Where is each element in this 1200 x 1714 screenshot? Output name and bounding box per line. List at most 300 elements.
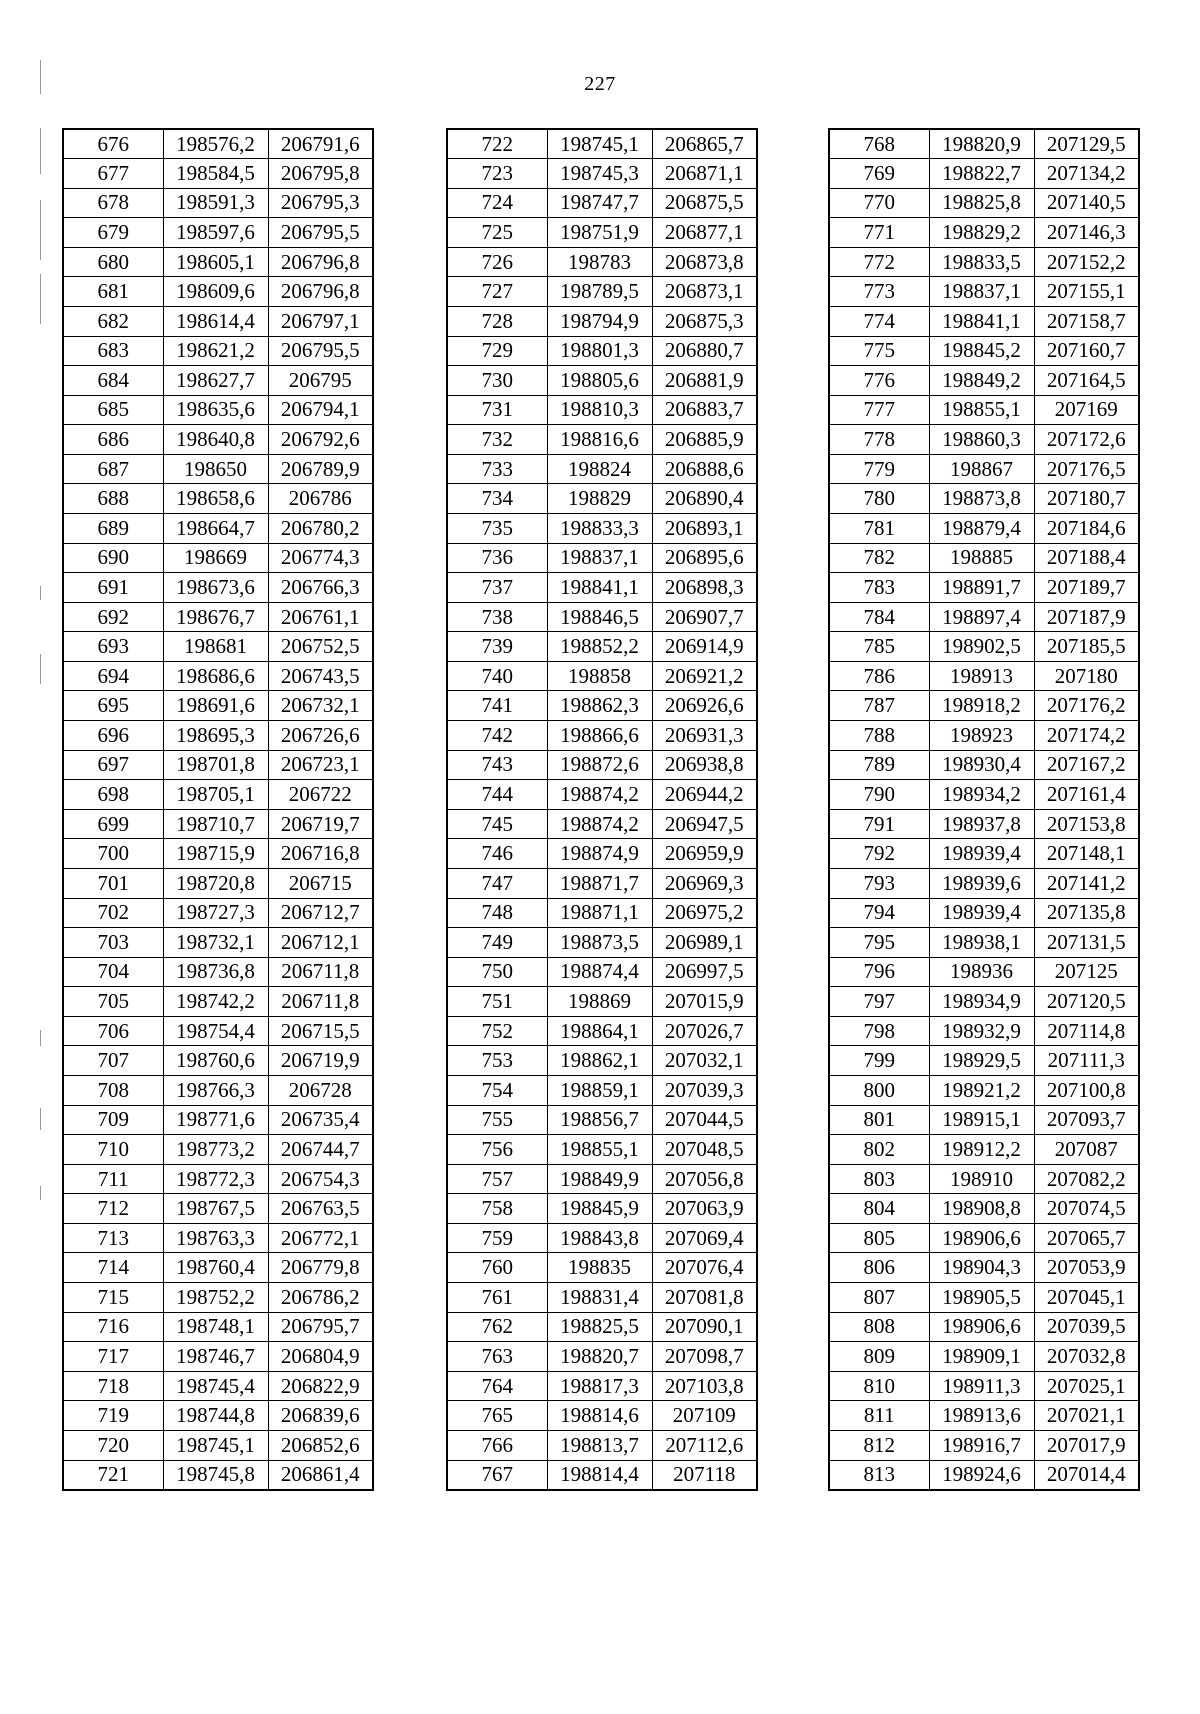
point-number-cell: 781 — [829, 514, 929, 544]
x-coordinate-cell: 198686,6 — [163, 661, 268, 691]
x-coordinate-cell: 198744,8 — [163, 1401, 268, 1431]
point-number-cell: 676 — [63, 129, 163, 159]
y-coordinate-cell: 206726,6 — [268, 721, 373, 751]
y-coordinate-cell: 207176,2 — [1034, 691, 1139, 721]
x-coordinate-cell: 198833,3 — [547, 514, 652, 544]
table-row — [447, 1105, 757, 1135]
y-coordinate-cell: 206822,9 — [268, 1371, 373, 1401]
x-coordinate-cell: 198742,2 — [163, 987, 268, 1017]
x-coordinate-cell: 198760,6 — [163, 1046, 268, 1076]
y-coordinate-cell: 207039,5 — [1034, 1312, 1139, 1342]
point-number-cell: 791 — [829, 809, 929, 839]
x-coordinate-cell: 198874,2 — [547, 809, 652, 839]
scan-mark — [40, 128, 41, 174]
point-number-cell: 794 — [829, 898, 929, 928]
x-coordinate-cell: 198829,2 — [929, 218, 1034, 248]
table-row — [63, 1312, 373, 1342]
table-row — [63, 425, 373, 455]
point-number-cell: 796 — [829, 957, 929, 987]
y-coordinate-cell: 206947,5 — [652, 809, 757, 839]
point-number-cell: 787 — [829, 691, 929, 721]
table-row — [829, 868, 1139, 898]
y-coordinate-cell: 207129,5 — [1034, 129, 1139, 159]
x-coordinate-cell: 198676,7 — [163, 602, 268, 632]
point-number-cell: 735 — [447, 514, 547, 544]
point-number-cell: 703 — [63, 928, 163, 958]
table-row — [829, 839, 1139, 869]
point-number-cell: 745 — [447, 809, 547, 839]
table-row — [447, 661, 757, 691]
table-row — [63, 1460, 373, 1490]
y-coordinate-cell: 206744,7 — [268, 1135, 373, 1165]
point-number-cell: 680 — [63, 247, 163, 277]
y-coordinate-cell: 207065,7 — [1034, 1223, 1139, 1253]
coordinate-table-1 — [62, 128, 374, 1491]
x-coordinate-cell: 198814,4 — [547, 1460, 652, 1490]
table-row — [447, 1401, 757, 1431]
table-row — [63, 336, 373, 366]
point-number-cell: 695 — [63, 691, 163, 721]
point-number-cell: 723 — [447, 159, 547, 189]
x-coordinate-cell: 198924,6 — [929, 1460, 1034, 1490]
table-row — [829, 691, 1139, 721]
y-coordinate-cell: 206786 — [268, 484, 373, 514]
x-coordinate-cell: 198720,8 — [163, 868, 268, 898]
y-coordinate-cell: 207069,4 — [652, 1223, 757, 1253]
point-number-cell: 795 — [829, 928, 929, 958]
point-number-cell: 782 — [829, 543, 929, 573]
table-row — [63, 247, 373, 277]
x-coordinate-cell: 198681 — [163, 632, 268, 662]
x-coordinate-cell: 198873,8 — [929, 484, 1034, 514]
x-coordinate-cell: 198695,3 — [163, 721, 268, 751]
y-coordinate-cell: 206780,2 — [268, 514, 373, 544]
table-row — [447, 1076, 757, 1106]
x-coordinate-cell: 198732,1 — [163, 928, 268, 958]
x-coordinate-cell: 198909,1 — [929, 1342, 1034, 1372]
table-row — [829, 1371, 1139, 1401]
coordinate-table-3 — [828, 128, 1140, 1491]
x-coordinate-cell: 198904,3 — [929, 1253, 1034, 1283]
table-row — [829, 1430, 1139, 1460]
table-row — [829, 425, 1139, 455]
point-number-cell: 775 — [829, 336, 929, 366]
y-coordinate-cell: 206796,8 — [268, 247, 373, 277]
table-row — [829, 1283, 1139, 1313]
y-coordinate-cell: 206997,5 — [652, 957, 757, 987]
point-number-cell: 769 — [829, 159, 929, 189]
table-row — [829, 306, 1139, 336]
y-coordinate-cell: 206839,6 — [268, 1401, 373, 1431]
table-row — [829, 159, 1139, 189]
y-coordinate-cell: 207131,5 — [1034, 928, 1139, 958]
y-coordinate-cell: 207076,4 — [652, 1253, 757, 1283]
x-coordinate-cell: 198752,2 — [163, 1283, 268, 1313]
x-coordinate-cell: 198867 — [929, 454, 1034, 484]
y-coordinate-cell: 207152,2 — [1034, 247, 1139, 277]
table-row — [829, 1046, 1139, 1076]
x-coordinate-cell: 198794,9 — [547, 306, 652, 336]
y-coordinate-cell: 206712,7 — [268, 898, 373, 928]
point-number-cell: 778 — [829, 425, 929, 455]
table-row — [829, 1164, 1139, 1194]
table-row — [63, 1253, 373, 1283]
x-coordinate-cell: 198879,4 — [929, 514, 1034, 544]
y-coordinate-cell: 207146,3 — [1034, 218, 1139, 248]
x-coordinate-cell: 198833,5 — [929, 247, 1034, 277]
table-row — [829, 1194, 1139, 1224]
y-coordinate-cell: 206792,6 — [268, 425, 373, 455]
table-row — [829, 661, 1139, 691]
y-coordinate-cell: 207074,5 — [1034, 1194, 1139, 1224]
point-number-cell: 741 — [447, 691, 547, 721]
x-coordinate-cell: 198814,6 — [547, 1401, 652, 1431]
x-coordinate-cell: 198767,5 — [163, 1194, 268, 1224]
point-number-cell: 809 — [829, 1342, 929, 1372]
y-coordinate-cell: 207111,3 — [1034, 1046, 1139, 1076]
table-row — [447, 514, 757, 544]
x-coordinate-cell: 198816,6 — [547, 425, 652, 455]
point-number-cell: 788 — [829, 721, 929, 751]
x-coordinate-cell: 198584,5 — [163, 159, 268, 189]
y-coordinate-cell: 206888,6 — [652, 454, 757, 484]
y-coordinate-cell: 207160,7 — [1034, 336, 1139, 366]
point-number-cell: 726 — [447, 247, 547, 277]
table-row — [447, 1430, 757, 1460]
x-coordinate-cell: 198789,5 — [547, 277, 652, 307]
table-row — [447, 632, 757, 662]
scan-mark — [40, 1030, 41, 1046]
point-number-cell: 751 — [447, 987, 547, 1017]
point-number-cell: 691 — [63, 573, 163, 603]
y-coordinate-cell: 206804,9 — [268, 1342, 373, 1372]
y-coordinate-cell: 207100,8 — [1034, 1076, 1139, 1106]
point-number-cell: 789 — [829, 750, 929, 780]
x-coordinate-cell: 198621,2 — [163, 336, 268, 366]
table-row — [829, 1135, 1139, 1165]
x-coordinate-cell: 198846,5 — [547, 602, 652, 632]
point-number-cell: 732 — [447, 425, 547, 455]
point-number-cell: 740 — [447, 661, 547, 691]
x-coordinate-cell: 198923 — [929, 721, 1034, 751]
x-coordinate-cell: 198938,1 — [929, 928, 1034, 958]
y-coordinate-cell: 206763,5 — [268, 1194, 373, 1224]
y-coordinate-cell: 207032,8 — [1034, 1342, 1139, 1372]
table-row — [829, 957, 1139, 987]
table-row — [63, 484, 373, 514]
y-coordinate-cell: 207189,7 — [1034, 573, 1139, 603]
point-number-cell: 681 — [63, 277, 163, 307]
table-row — [63, 750, 373, 780]
point-number-cell: 707 — [63, 1046, 163, 1076]
point-number-cell: 709 — [63, 1105, 163, 1135]
point-number-cell: 812 — [829, 1430, 929, 1460]
table-row — [63, 928, 373, 958]
table-row — [447, 425, 757, 455]
x-coordinate-cell: 198874,2 — [547, 780, 652, 810]
x-coordinate-cell: 198885 — [929, 543, 1034, 573]
y-coordinate-cell: 207098,7 — [652, 1342, 757, 1372]
point-number-cell: 683 — [63, 336, 163, 366]
point-number-cell: 721 — [63, 1460, 163, 1490]
table-row — [63, 632, 373, 662]
table-row — [63, 1401, 373, 1431]
point-number-cell: 792 — [829, 839, 929, 869]
x-coordinate-cell: 198727,3 — [163, 898, 268, 928]
point-number-cell: 772 — [829, 247, 929, 277]
table-row — [447, 454, 757, 484]
x-coordinate-cell: 198576,2 — [163, 129, 268, 159]
y-coordinate-cell: 206732,1 — [268, 691, 373, 721]
y-coordinate-cell: 207141,2 — [1034, 868, 1139, 898]
x-coordinate-cell: 198874,4 — [547, 957, 652, 987]
y-coordinate-cell: 206711,8 — [268, 987, 373, 1017]
point-number-cell: 712 — [63, 1194, 163, 1224]
x-coordinate-cell: 198849,2 — [929, 366, 1034, 396]
point-number-cell: 689 — [63, 514, 163, 544]
y-coordinate-cell: 206752,5 — [268, 632, 373, 662]
table-row — [63, 1283, 373, 1313]
y-coordinate-cell: 206791,6 — [268, 129, 373, 159]
point-number-cell: 762 — [447, 1312, 547, 1342]
x-coordinate-cell: 198936 — [929, 957, 1034, 987]
x-coordinate-cell: 198745,1 — [547, 129, 652, 159]
y-coordinate-cell: 206735,4 — [268, 1105, 373, 1135]
table-row — [447, 159, 757, 189]
y-coordinate-cell: 206772,1 — [268, 1223, 373, 1253]
table-row — [447, 277, 757, 307]
x-coordinate-cell: 198710,7 — [163, 809, 268, 839]
table-row — [829, 809, 1139, 839]
table-row — [829, 898, 1139, 928]
x-coordinate-cell: 198591,3 — [163, 188, 268, 218]
point-number-cell: 746 — [447, 839, 547, 869]
x-coordinate-cell: 198831,4 — [547, 1283, 652, 1313]
point-number-cell: 696 — [63, 721, 163, 751]
y-coordinate-cell: 207184,6 — [1034, 514, 1139, 544]
point-number-cell: 807 — [829, 1283, 929, 1313]
y-coordinate-cell: 206931,3 — [652, 721, 757, 751]
y-coordinate-cell: 206797,1 — [268, 306, 373, 336]
point-number-cell: 682 — [63, 306, 163, 336]
x-coordinate-cell: 198736,8 — [163, 957, 268, 987]
table-row — [447, 780, 757, 810]
table-row — [63, 1342, 373, 1372]
x-coordinate-cell: 198908,8 — [929, 1194, 1034, 1224]
x-coordinate-cell: 198939,6 — [929, 868, 1034, 898]
table-row — [447, 868, 757, 898]
x-coordinate-cell: 198745,8 — [163, 1460, 268, 1490]
point-number-cell: 805 — [829, 1223, 929, 1253]
y-coordinate-cell: 206794,1 — [268, 395, 373, 425]
point-number-cell: 806 — [829, 1253, 929, 1283]
x-coordinate-cell: 198820,7 — [547, 1342, 652, 1372]
x-coordinate-cell: 198748,1 — [163, 1312, 268, 1342]
table-row — [829, 188, 1139, 218]
y-coordinate-cell: 206728 — [268, 1076, 373, 1106]
table-row — [447, 1283, 757, 1313]
y-coordinate-cell: 206944,2 — [652, 780, 757, 810]
point-number-cell: 711 — [63, 1164, 163, 1194]
point-number-cell: 705 — [63, 987, 163, 1017]
x-coordinate-cell: 198635,6 — [163, 395, 268, 425]
table-row — [63, 868, 373, 898]
x-coordinate-cell: 198916,7 — [929, 1430, 1034, 1460]
table-row — [447, 573, 757, 603]
point-number-cell: 708 — [63, 1076, 163, 1106]
table-row — [829, 336, 1139, 366]
y-coordinate-cell: 207118 — [652, 1460, 757, 1490]
x-coordinate-cell: 198605,1 — [163, 247, 268, 277]
y-coordinate-cell: 207169 — [1034, 395, 1139, 425]
y-coordinate-cell: 207032,1 — [652, 1046, 757, 1076]
point-number-cell: 714 — [63, 1253, 163, 1283]
point-number-cell: 731 — [447, 395, 547, 425]
table-row — [63, 277, 373, 307]
x-coordinate-cell: 198771,6 — [163, 1105, 268, 1135]
x-coordinate-cell: 198934,2 — [929, 780, 1034, 810]
table-row — [829, 1076, 1139, 1106]
y-coordinate-cell: 207167,2 — [1034, 750, 1139, 780]
y-coordinate-cell: 206715,5 — [268, 1016, 373, 1046]
y-coordinate-cell: 207053,9 — [1034, 1253, 1139, 1283]
x-coordinate-cell: 198772,3 — [163, 1164, 268, 1194]
x-coordinate-cell: 198855,1 — [547, 1135, 652, 1165]
x-coordinate-cell: 198614,4 — [163, 306, 268, 336]
x-coordinate-cell: 198866,6 — [547, 721, 652, 751]
x-coordinate-cell: 198902,5 — [929, 632, 1034, 662]
x-coordinate-cell: 198871,7 — [547, 868, 652, 898]
point-number-cell: 725 — [447, 218, 547, 248]
point-number-cell: 713 — [63, 1223, 163, 1253]
y-coordinate-cell: 207187,9 — [1034, 602, 1139, 632]
table-row — [447, 691, 757, 721]
point-number-cell: 710 — [63, 1135, 163, 1165]
point-number-cell: 706 — [63, 1016, 163, 1046]
table-row — [829, 1342, 1139, 1372]
point-number-cell: 737 — [447, 573, 547, 603]
x-coordinate-cell: 198915,1 — [929, 1105, 1034, 1135]
x-coordinate-cell: 198640,8 — [163, 425, 268, 455]
page-number: 227 — [584, 73, 616, 95]
point-number-cell: 678 — [63, 188, 163, 218]
table-row — [829, 750, 1139, 780]
point-number-cell: 784 — [829, 602, 929, 632]
y-coordinate-cell: 206716,8 — [268, 839, 373, 869]
point-number-cell: 719 — [63, 1401, 163, 1431]
table-row — [447, 366, 757, 396]
x-coordinate-cell: 198705,1 — [163, 780, 268, 810]
table-row — [63, 839, 373, 869]
point-number-cell: 738 — [447, 602, 547, 632]
table-row — [447, 1312, 757, 1342]
table-row — [829, 395, 1139, 425]
coordinate-table-2 — [446, 128, 758, 1491]
point-number-cell: 755 — [447, 1105, 547, 1135]
table-row — [829, 1460, 1139, 1490]
y-coordinate-cell: 206712,1 — [268, 928, 373, 958]
point-number-cell: 793 — [829, 868, 929, 898]
table-row — [447, 1046, 757, 1076]
scan-mark — [40, 200, 41, 260]
table-row — [829, 987, 1139, 1017]
point-number-cell: 773 — [829, 277, 929, 307]
point-number-cell: 743 — [447, 750, 547, 780]
scan-mark — [40, 586, 41, 600]
table-row — [447, 218, 757, 248]
x-coordinate-cell: 198913 — [929, 661, 1034, 691]
table-row — [63, 809, 373, 839]
table-row — [447, 839, 757, 869]
point-number-cell: 749 — [447, 928, 547, 958]
point-number-cell: 786 — [829, 661, 929, 691]
y-coordinate-cell: 207172,6 — [1034, 425, 1139, 455]
x-coordinate-cell: 198841,1 — [929, 306, 1034, 336]
table-row — [63, 691, 373, 721]
scan-mark — [40, 1186, 41, 1200]
table-row — [829, 721, 1139, 751]
y-coordinate-cell: 207164,5 — [1034, 366, 1139, 396]
point-number-cell: 730 — [447, 366, 547, 396]
table-row — [447, 809, 757, 839]
table-row — [447, 1253, 757, 1283]
y-coordinate-cell: 207044,5 — [652, 1105, 757, 1135]
point-number-cell: 802 — [829, 1135, 929, 1165]
x-coordinate-cell: 198763,3 — [163, 1223, 268, 1253]
x-coordinate-cell: 198745,3 — [547, 159, 652, 189]
x-coordinate-cell: 198746,7 — [163, 1342, 268, 1372]
x-coordinate-cell: 198906,6 — [929, 1312, 1034, 1342]
point-number-cell: 684 — [63, 366, 163, 396]
x-coordinate-cell: 198658,6 — [163, 484, 268, 514]
x-coordinate-cell: 198817,3 — [547, 1371, 652, 1401]
y-coordinate-cell: 207153,8 — [1034, 809, 1139, 839]
point-number-cell: 803 — [829, 1164, 929, 1194]
point-number-cell: 790 — [829, 780, 929, 810]
x-coordinate-cell: 198597,6 — [163, 218, 268, 248]
y-coordinate-cell: 207161,4 — [1034, 780, 1139, 810]
y-coordinate-cell: 207180 — [1034, 661, 1139, 691]
point-number-cell: 811 — [829, 1401, 929, 1431]
point-number-cell: 783 — [829, 573, 929, 603]
point-number-cell: 697 — [63, 750, 163, 780]
table-row — [447, 602, 757, 632]
table-row — [447, 306, 757, 336]
point-number-cell: 715 — [63, 1283, 163, 1313]
table-row — [63, 306, 373, 336]
point-number-cell: 744 — [447, 780, 547, 810]
table-row — [447, 898, 757, 928]
y-coordinate-cell: 206774,3 — [268, 543, 373, 573]
table-row — [447, 928, 757, 958]
y-coordinate-cell: 206938,8 — [652, 750, 757, 780]
table-row — [447, 543, 757, 573]
y-coordinate-cell: 207056,8 — [652, 1164, 757, 1194]
table-row — [447, 721, 757, 751]
y-coordinate-cell: 206795,5 — [268, 336, 373, 366]
x-coordinate-cell: 198820,9 — [929, 129, 1034, 159]
y-coordinate-cell: 206723,1 — [268, 750, 373, 780]
y-coordinate-cell: 206761,1 — [268, 602, 373, 632]
table-row — [63, 188, 373, 218]
x-coordinate-cell: 198754,4 — [163, 1016, 268, 1046]
x-coordinate-cell: 198930,4 — [929, 750, 1034, 780]
table-row — [829, 780, 1139, 810]
table-row — [447, 1016, 757, 1046]
x-coordinate-cell: 198691,6 — [163, 691, 268, 721]
point-number-cell: 694 — [63, 661, 163, 691]
table-row — [447, 957, 757, 987]
